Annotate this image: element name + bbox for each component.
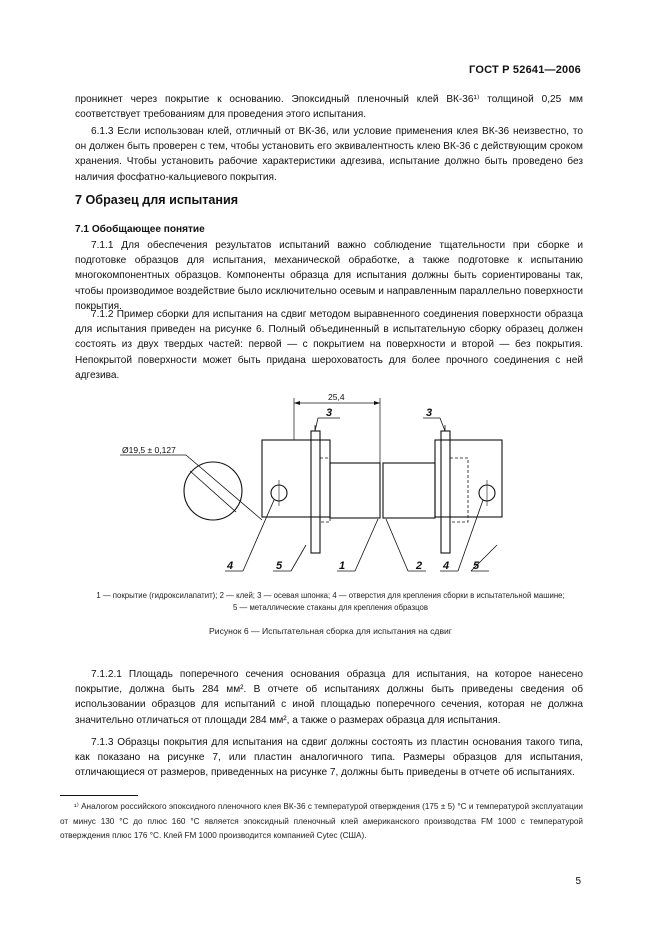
dim-width-label: 25,4 xyxy=(328,392,345,402)
callout-1: 1 xyxy=(339,560,346,572)
paragraph-6-1-3: 6.1.3 Если использован клей, отличный от ВК-36, или условие применения клея ВК-36 неизвестно, то он должен быть проверен с тем, чтобы установить его эквивалентность клею ВК-36 с действующим сроком хранения. Чтобы установить рабочие характеристики адгезива, испытание должно быть проведено без наличия фосфатно-кальциевого покрытия. xyxy=(75,126,583,183)
section-title: 7 Образец для испытания xyxy=(75,193,239,207)
left-shaft xyxy=(330,463,380,518)
figure-caption: Рисунок 6 — Испытательная сборка для испытания на сдвиг xyxy=(209,626,452,636)
right-key xyxy=(441,431,450,553)
paragraph-7-1-2: 7.1.2 Пример сборки для испытания на сдвиг методом выравненного соединения поверхности образца для испытания приведен на рисунке 6. Полный объединенный в испытательную сборку образец должен состоять из двух твердых частей: первой — с покрытием на поверхности и второй — без покрытия. Непокрытой поверхности может быть придана шероховатость для более прочного соединения с ней адгезива. xyxy=(75,309,583,381)
footnote: ¹⁾ Аналогом российского эпоксидного пленочного клея ВК-36 с температурой отверждения (175 ± 5) °С и температурой эксплуатации от минус 130 °С до плюс 160 °С является эпоксидный пленочный клей американского производства FM 1000 с температурой отверждения плюс 176 °С. Клей FM 1000 производится компанией Cytec (США). xyxy=(60,802,583,841)
right-cup xyxy=(435,440,502,517)
legend-line-1: 1 — покрытие (гидроксилапатит); 2 — клей; 3 — осевая шпонка; 4 — отверстия для крепления сборки в испытательной машине; xyxy=(96,591,565,600)
dim-diameter-label: Ø19,5 ± 0,127 xyxy=(122,445,176,455)
figure-legend xyxy=(40,590,621,614)
right-shaft xyxy=(383,463,435,518)
callout-5-left: 5 xyxy=(276,560,283,572)
callout-2: 2 xyxy=(416,560,423,572)
document-header: ГОСТ Р 52641—2006 xyxy=(469,64,581,76)
callout-3-right: 3 xyxy=(426,407,433,419)
callout-4-left: 4 xyxy=(227,560,234,572)
footnote-divider xyxy=(60,795,138,796)
callout-3-left: 3 xyxy=(326,407,333,419)
page-number: 5 xyxy=(575,876,581,887)
callout-5-right: 5 xyxy=(473,560,480,572)
paragraph-7-1-2-1: 7.1.2.1 Площадь поперечного сечения основания образца для испытания, на которое нанесено покрытие, должна быть 284 мм². В отчете об испытаниях должны быть приведены сведения об использовании образцов для испытаний с иной площадью поперечного сечения, которая не должна значительно отличаться от площади 284 мм², а также о размерах образца для испытания. xyxy=(75,669,583,726)
paragraph-continuation: проникнет через покрытие к основанию. Эпоксидный пленочный клей ВК-36¹⁾ толщиной 0,25 мм соответствует требованиям для проведения этого испытания. xyxy=(75,94,583,121)
legend-line-2: 5 — металлические стаканы для крепления образцов xyxy=(232,603,428,612)
left-key xyxy=(311,431,320,553)
paragraph-7-1-3: 7.1.3 Образцы покрытия для испытания на сдвиг должны состоять из пластин основания такого типа, как показано на рисунке 7, или пластин аналогичного типа. Размеры образцов для испытания, отличающиеся от размеров, приведенных на рисунке 7, должны быть приведены в отчете об испытаниях. xyxy=(75,737,583,779)
subsection-title: 7.1 Обобщающее понятие xyxy=(75,224,205,235)
paragraph-7-1-1: 7.1.1 Для обеспечения результатов испытаний важно соблюдение тщательности при сборке и подготовке образцов для испытания, механической обработке, а также подготовке к испытанию многокомпонентных образцов. Компоненты образца для испытания должны быть сориентированы так, чтобы производимое воздействие было исключительно осевым и направленным параллельно поверхности покрытия. xyxy=(75,240,583,312)
callout-4-right: 4 xyxy=(443,560,450,572)
